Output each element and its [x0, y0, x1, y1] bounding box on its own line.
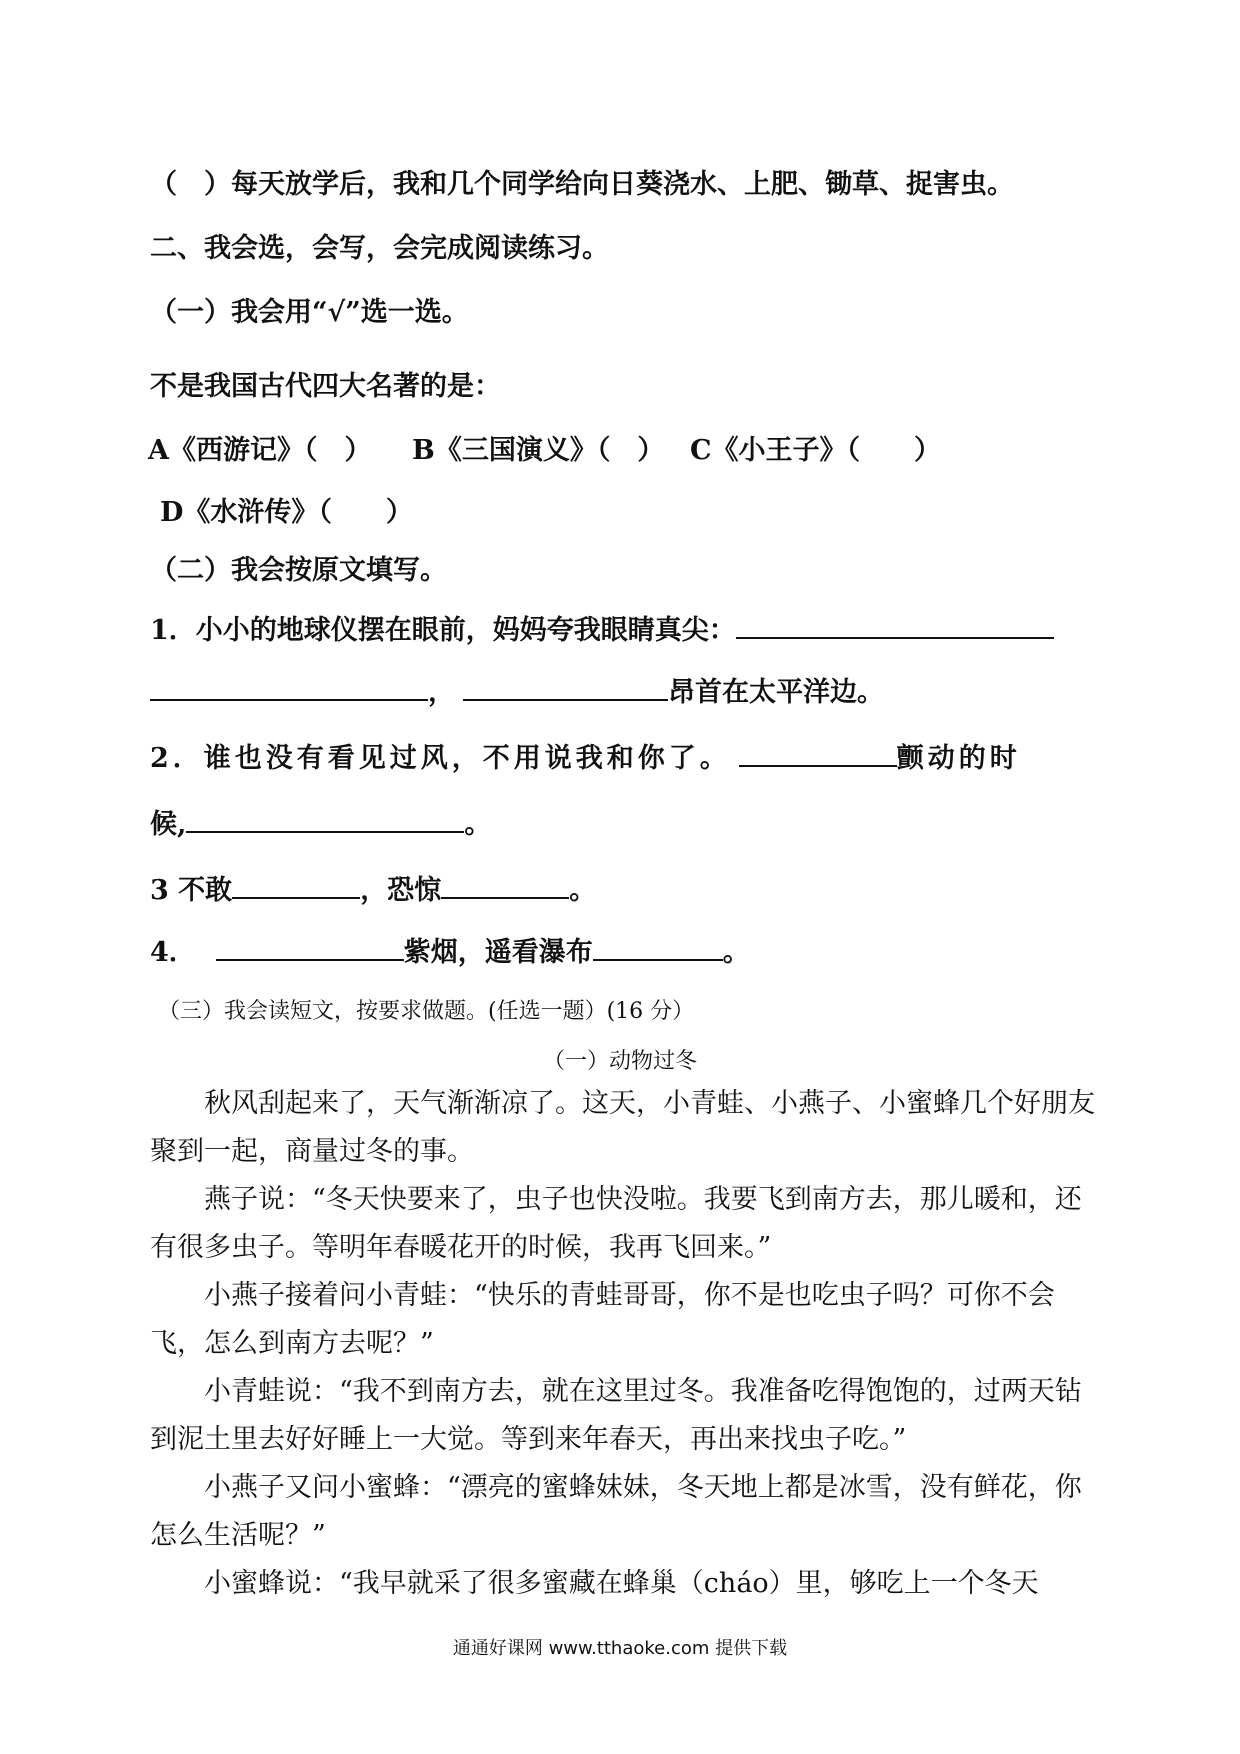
fill-question-1 — [150, 608, 1054, 647]
option-c: C《小王子》（ ） — [690, 435, 941, 466]
question-text: 候, — [150, 809, 187, 840]
answer-blank[interactable] — [593, 935, 723, 961]
question-text: 4． — [150, 937, 196, 968]
answer-blank[interactable] — [186, 807, 464, 833]
fill-question-1-cont — [150, 670, 884, 709]
question-text: 2．谁也没有看见过风，不用说我和你了。 — [150, 743, 731, 774]
paragraph: 小蜜蜂说：“我早就采了很多蜜藏在蜂巢（cháo）里，够吃上一个冬天 — [204, 1568, 1039, 1599]
paragraph: 燕子说：“冬天快要来了，虫子也快没啦。我要飞到南方去，那儿暖和，还有很多虫子。等明年春暖花开的时候，我再飞回来。” — [150, 1184, 1082, 1263]
answer-blank[interactable] — [441, 873, 569, 899]
question-text: 昂首在太平洋边。 — [668, 677, 884, 708]
question-text: 。 — [569, 875, 597, 906]
paragraph: 秋风刮起来了，天气渐渐凉了。这天，小青蛙、小燕子、小蜜蜂几个好朋友聚到一起，商量过冬的事。 — [150, 1088, 1095, 1167]
part-title: （三）我会读短文，按要求做题。(任选一题）(16 分） — [158, 999, 695, 1024]
question-text: 紫烟，遥看瀑布 — [403, 937, 593, 968]
paragraph: 小青蛙说：“我不到南方去，就在这里过冬。我准备吃得饱饱的，过两天钻到泥土里去好好睡上一大觉。等到来年春天，再出来找虫子吃。” — [150, 1376, 1082, 1455]
question-text: 不是我国古代四大名著的是： — [150, 371, 501, 402]
paragraph: 小燕子接着问小青蛙：“快乐的青蛙哥哥，你不是也吃虫子吗？可你不会飞，怎么到南方去呢？” — [150, 1280, 1055, 1359]
fill-question-2-cont — [150, 802, 491, 841]
question-text: 3 不敢 — [150, 875, 233, 906]
question-text: 1．小小的地球仪摆在眼前，妈妈夸我眼睛真尖： — [150, 615, 736, 646]
option-b: B《三国演义》（ ） — [412, 435, 665, 466]
question-text: 。 — [464, 809, 492, 840]
option-d: D《水浒传》（ ） — [160, 497, 413, 528]
fill-question-4 — [150, 930, 750, 969]
part-title: （一）我会用“√”选一选。 — [150, 297, 469, 328]
fill-question-3 — [150, 868, 596, 907]
question-item: （ ）每天放学后，我和几个同学给向日葵浇水、上肥、锄草、捉害虫。 — [150, 169, 1014, 200]
section-title: 二、我会选，会写，会完成阅读练习。 — [150, 233, 609, 264]
answer-blank[interactable] — [736, 613, 1054, 639]
paragraph: 小燕子又问小蜜蜂：“漂亮的蜜蜂妹妹，冬天地上都是冰雪，没有鲜花，你怎么生活呢？” — [150, 1472, 1082, 1551]
answer-blank[interactable] — [216, 935, 404, 961]
answer-blank[interactable] — [463, 675, 668, 701]
question-text: 颤动的时 — [896, 743, 1021, 774]
part-title: （二）我会按原文填写。 — [150, 555, 447, 586]
story-body — [0, 1080, 1240, 1608]
question-text: ，恐惊 — [360, 875, 442, 906]
fill-question-2 — [150, 736, 1021, 775]
answer-blank[interactable] — [232, 873, 360, 899]
option-a: A《西游记》（ ） — [148, 435, 372, 466]
question-text: 。 — [722, 937, 750, 968]
answer-blank[interactable] — [150, 675, 428, 701]
footer: 通通好课网 www.tthaoke.com 提供下载 — [452, 1638, 788, 1659]
story-title: （一）动物过冬 — [542, 1049, 697, 1074]
question-text: ， — [428, 677, 455, 708]
answer-blank[interactable] — [739, 741, 897, 767]
